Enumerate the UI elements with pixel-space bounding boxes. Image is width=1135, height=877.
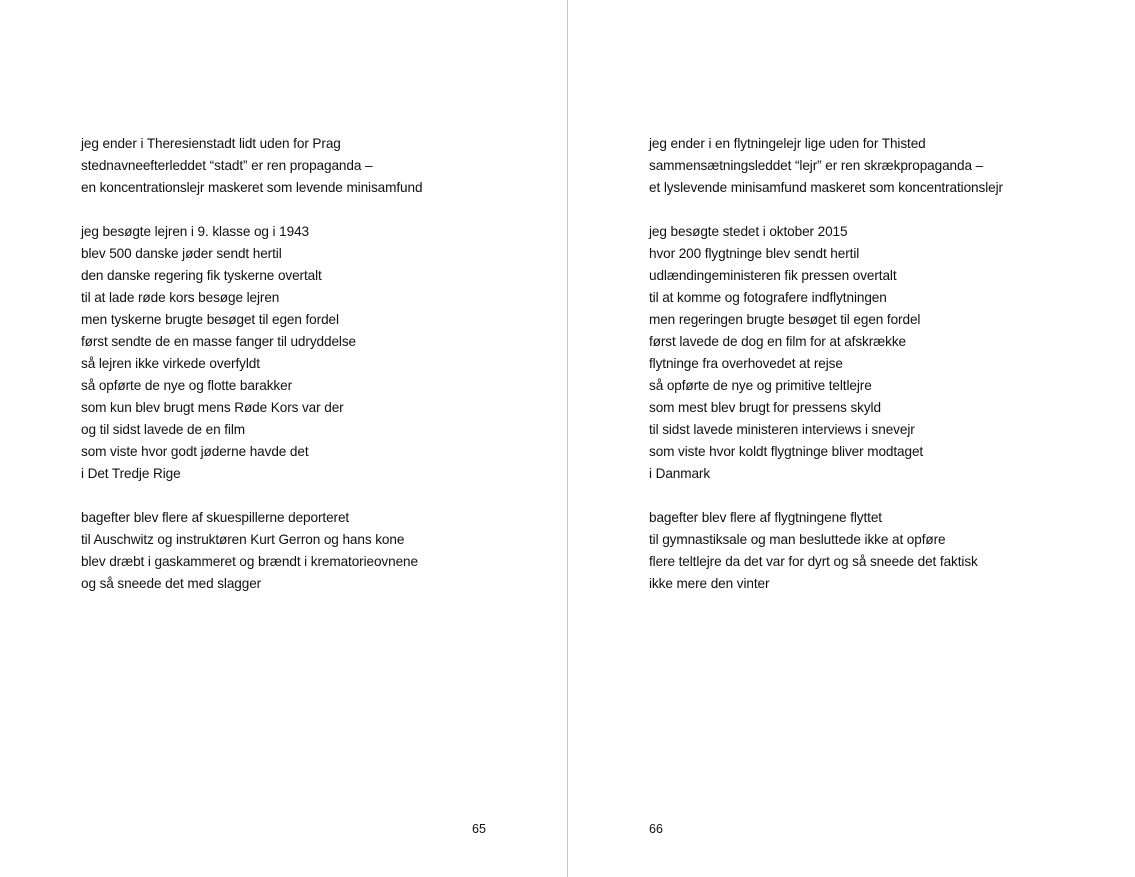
stanza — [81, 221, 422, 485]
poem-line: som viste hvor koldt flygtninge bliver modtaget — [649, 444, 924, 459]
poem-line: hvor 200 flygtninge blev sendt hertil — [649, 246, 860, 261]
poem-line: til at lade røde kors besøge lejren — [81, 290, 280, 305]
left-page — [0, 0, 567, 877]
poem-line: bagefter blev flere af skuespillerne deporteret — [81, 510, 350, 525]
poem-line: men regeringen brugte besøget til egen fordel — [649, 312, 921, 327]
poem-line: og til sidst lavede de en film — [81, 422, 245, 437]
poem-line: en koncentrationslejr maskeret som levende minisamfund — [81, 180, 423, 195]
stanza — [649, 133, 1003, 199]
stanza — [81, 133, 422, 199]
poem-line: så lejren ikke virkede overfyldt — [81, 356, 260, 371]
page-number: 65 — [472, 822, 486, 836]
poem-line: som kun blev brugt mens Røde Kors var der — [81, 400, 344, 415]
poem-line: jeg ender i en flytningelejr lige uden for Thisted — [649, 136, 926, 151]
poem-line: flere teltlejre da det var for dyrt og så sneede det faktisk — [649, 554, 978, 569]
poem-line: stednavneefterleddet “stadt” er ren propaganda – — [81, 158, 373, 173]
poem-line: til gymnastiksale og man besluttede ikke at opføre — [649, 532, 946, 547]
poem-line: til sidst lavede ministeren interviews i snevejr — [649, 422, 915, 437]
poem-line: og så sneede det med slagger — [81, 576, 262, 591]
poem-line: udlændingeministeren fik pressen overtalt — [649, 268, 897, 283]
page-number: 66 — [649, 822, 663, 836]
stanza — [649, 507, 1003, 595]
stanza — [81, 507, 422, 595]
poem-line: som mest blev brugt for pressens skyld — [649, 400, 881, 415]
poem-line: til at komme og fotografere indflytningen — [649, 290, 887, 305]
poem-line: i Det Tredje Rige — [81, 466, 181, 481]
poem-line: sammensætningsleddet “lejr” er ren skrækpropaganda – — [649, 158, 984, 173]
poem-line: så opførte de nye og primitive teltlejre — [649, 378, 872, 393]
poem-line: til Auschwitz og instruktøren Kurt Gerron og hans kone — [81, 532, 405, 547]
poem-line: men tyskerne brugte besøget til egen fordel — [81, 312, 339, 327]
poem-text — [649, 133, 1003, 617]
poem-line: som viste hvor godt jøderne havde det — [81, 444, 309, 459]
poem-line: ikke mere den vinter — [649, 576, 770, 591]
stanza — [649, 221, 1003, 485]
poem-line: bagefter blev flere af flygtningene flyttet — [649, 510, 882, 525]
poem-line: i Danmark — [649, 466, 711, 481]
poem-line: først sendte de en masse fanger til udryddelse — [81, 334, 356, 349]
poem-line: et lyslevende minisamfund maskeret som koncentrationslejr — [649, 180, 1003, 195]
poem-text — [81, 133, 422, 617]
poem-line: jeg besøgte stedet i oktober 2015 — [649, 224, 848, 239]
poem-line: flytninge fra overhovedet at rejse — [649, 356, 843, 371]
poem-line: blev dræbt i gaskammeret og brændt i krematorieovnene — [81, 554, 418, 569]
poem-line: jeg ender i Theresienstadt lidt uden for Prag — [81, 136, 341, 151]
right-page — [568, 0, 1135, 877]
poem-line: så opførte de nye og flotte barakker — [81, 378, 292, 393]
poem-line: jeg besøgte lejren i 9. klasse og i 1943 — [81, 224, 309, 239]
poem-line: først lavede de dog en film for at afskrække — [649, 334, 907, 349]
poem-line: den danske regering fik tyskerne overtalt — [81, 268, 322, 283]
poem-line: blev 500 danske jøder sendt hertil — [81, 246, 282, 261]
